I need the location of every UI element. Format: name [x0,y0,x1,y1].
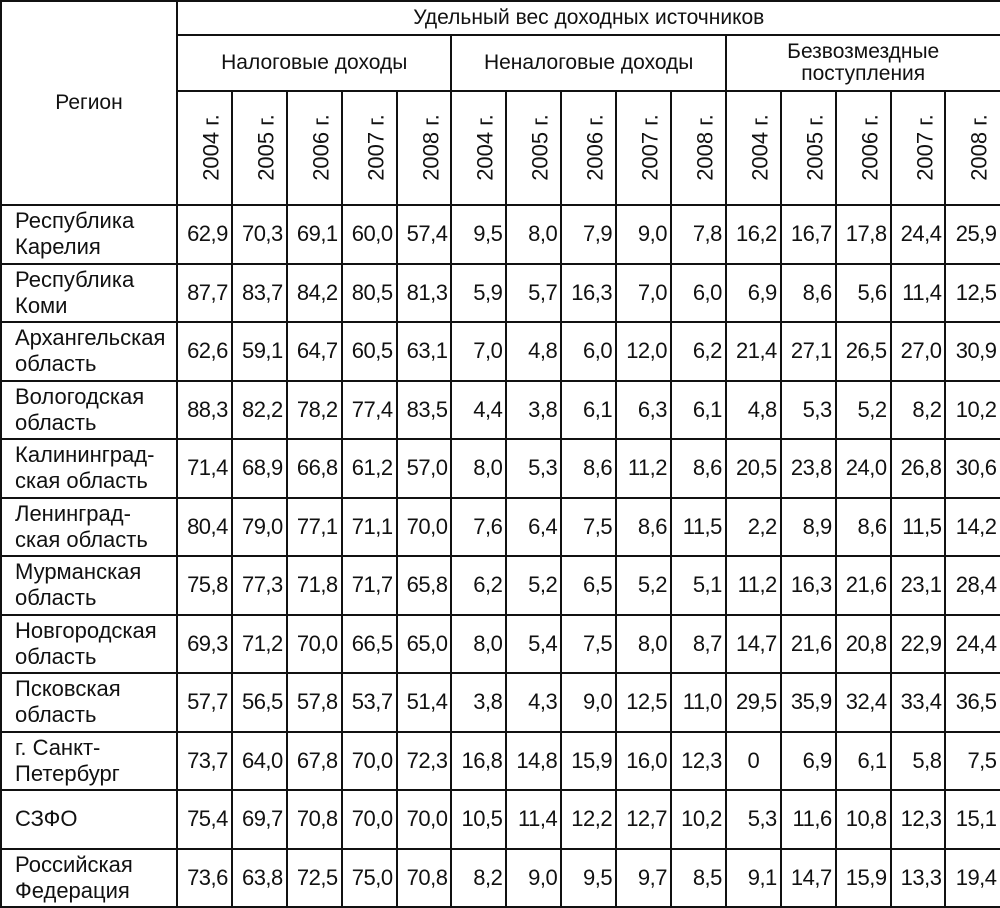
value-cell: 5,2 [616,556,671,615]
region-cell: Ленинград- ская область [1,498,177,557]
value-cell: 7,0 [451,322,506,381]
value-cell: 6,3 [616,381,671,440]
value-cell: 70,0 [397,498,452,557]
value-cell: 0 [726,732,781,791]
main-header: Удельный вес доходных источников [177,1,1000,35]
year-label: 2007 г. [637,114,663,181]
table-row [1,439,1000,498]
value-cell: 87,7 [177,264,232,323]
year-header [891,91,946,205]
value-cell: 21,4 [726,322,781,381]
value-cell: 88,3 [177,381,232,440]
value-cell: 8,0 [506,205,561,264]
value-cell: 16,2 [726,205,781,264]
value-cell: 16,3 [561,264,616,323]
value-cell: 16,0 [616,732,671,791]
value-cell: 32,4 [836,673,891,732]
value-cell: 16,7 [781,205,836,264]
year-label: 2004 г. [747,114,773,181]
value-cell: 9,7 [616,849,671,908]
value-cell: 57,4 [397,205,452,264]
value-cell: 70,0 [342,790,397,849]
value-cell: 36,5 [945,673,1000,732]
value-cell: 11,6 [781,790,836,849]
value-cell: 71,4 [177,439,232,498]
year-label: 2008 г. [418,114,444,181]
value-cell: 78,2 [287,381,342,440]
value-cell: 5,2 [506,556,561,615]
value-cell: 8,6 [616,498,671,557]
value-cell: 12,5 [616,673,671,732]
value-cell: 80,5 [342,264,397,323]
year-header [561,91,616,205]
value-cell: 25,9 [945,205,1000,264]
value-cell: 70,0 [397,790,452,849]
region-cell: Новгородская область [1,615,177,674]
value-cell: 30,6 [945,439,1000,498]
value-cell: 62,6 [177,322,232,381]
value-cell: 8,0 [616,615,671,674]
value-cell: 15,9 [836,849,891,908]
value-cell: 11,5 [671,498,726,557]
value-cell: 16,3 [781,556,836,615]
value-cell: 70,0 [287,615,342,674]
value-cell: 8,5 [671,849,726,908]
value-cell: 21,6 [836,556,891,615]
year-header [671,91,726,205]
value-cell: 71,2 [232,615,287,674]
value-cell: 19,4 [945,849,1000,908]
year-header [451,91,506,205]
value-cell: 6,2 [671,322,726,381]
value-cell: 27,1 [781,322,836,381]
year-label: 2004 г. [473,114,499,181]
value-cell: 23,8 [781,439,836,498]
year-header [726,91,781,205]
value-cell: 84,2 [287,264,342,323]
value-cell: 14,8 [506,732,561,791]
value-cell: 15,9 [561,732,616,791]
value-cell: 27,0 [891,322,946,381]
value-cell: 33,4 [891,673,946,732]
year-header [342,91,397,205]
value-cell: 5,4 [506,615,561,674]
value-cell: 63,8 [232,849,287,908]
region-cell: г. Санкт- Петербург [1,732,177,791]
value-cell: 71,7 [342,556,397,615]
value-cell: 9,0 [561,673,616,732]
value-cell: 22,9 [891,615,946,674]
value-cell: 57,7 [177,673,232,732]
value-cell: 80,4 [177,498,232,557]
value-cell: 65,8 [397,556,452,615]
value-cell: 8,0 [451,615,506,674]
value-cell: 77,4 [342,381,397,440]
value-cell: 10,8 [836,790,891,849]
value-cell: 75,0 [342,849,397,908]
value-cell: 12,7 [616,790,671,849]
value-cell: 12,5 [945,264,1000,323]
value-cell: 5,6 [836,264,891,323]
value-cell: 71,1 [342,498,397,557]
year-label: 2006 г. [857,114,883,181]
value-cell: 11,2 [726,556,781,615]
year-label: 2006 г. [582,114,608,181]
value-cell: 4,3 [506,673,561,732]
value-cell: 75,8 [177,556,232,615]
value-cell: 53,7 [342,673,397,732]
value-cell: 7,5 [561,615,616,674]
value-cell: 65,0 [397,615,452,674]
table-row [1,498,1000,557]
value-cell: 8,6 [561,439,616,498]
value-cell: 6,1 [836,732,891,791]
year-header [287,91,342,205]
year-label: 2006 г. [308,114,334,181]
value-cell: 12,2 [561,790,616,849]
value-cell: 10,2 [671,790,726,849]
value-cell: 30,9 [945,322,1000,381]
value-cell: 5,8 [891,732,946,791]
value-cell: 66,8 [287,439,342,498]
value-cell: 57,0 [397,439,452,498]
value-cell: 77,3 [232,556,287,615]
value-cell: 11,2 [616,439,671,498]
value-cell: 60,5 [342,322,397,381]
year-header [506,91,561,205]
value-cell: 68,9 [232,439,287,498]
value-cell: 8,9 [781,498,836,557]
value-cell: 59,1 [232,322,287,381]
value-cell: 15,1 [945,790,1000,849]
value-cell: 28,4 [945,556,1000,615]
value-cell: 20,5 [726,439,781,498]
region-header: Регион [1,1,177,205]
table-row [1,673,1000,732]
value-cell: 12,0 [616,322,671,381]
region-cell: Псковская область [1,673,177,732]
region-cell: Российская Федерация [1,849,177,908]
value-cell: 4,8 [506,322,561,381]
value-cell: 9,1 [726,849,781,908]
value-cell: 83,7 [232,264,287,323]
value-cell: 14,2 [945,498,1000,557]
value-cell: 3,8 [451,673,506,732]
value-cell: 26,5 [836,322,891,381]
value-cell: 83,5 [397,381,452,440]
year-label: 2005 г. [802,114,828,181]
year-header [616,91,671,205]
table-row [1,381,1000,440]
region-cell: Республика Коми [1,264,177,323]
year-header [781,91,836,205]
value-cell: 75,4 [177,790,232,849]
value-cell: 8,6 [671,439,726,498]
value-cell: 77,1 [287,498,342,557]
value-cell: 6,9 [781,732,836,791]
value-cell: 72,5 [287,849,342,908]
value-cell: 5,3 [726,790,781,849]
value-cell: 60,0 [342,205,397,264]
table-row [1,556,1000,615]
table-row [1,205,1000,264]
value-cell: 5,3 [781,381,836,440]
region-cell: Республика Карелия [1,205,177,264]
value-cell: 5,3 [506,439,561,498]
region-cell: Архангельская область [1,322,177,381]
value-cell: 81,3 [397,264,452,323]
value-cell: 79,0 [232,498,287,557]
value-cell: 29,5 [726,673,781,732]
value-cell: 12,3 [671,732,726,791]
value-cell: 11,5 [891,498,946,557]
table-row [1,615,1000,674]
value-cell: 14,7 [781,849,836,908]
value-cell: 71,8 [287,556,342,615]
value-cell: 24,4 [945,615,1000,674]
year-header [177,91,232,205]
value-cell: 8,7 [671,615,726,674]
table-row [1,264,1000,323]
year-header [945,91,1000,205]
value-cell: 9,5 [451,205,506,264]
value-cell: 11,4 [506,790,561,849]
value-cell: 16,8 [451,732,506,791]
year-label: 2008 г. [967,114,993,181]
region-cell: СЗФО [1,790,177,849]
year-label: 2004 г. [198,114,224,181]
value-cell: 73,6 [177,849,232,908]
value-cell: 7,6 [451,498,506,557]
value-cell: 35,9 [781,673,836,732]
table-row [1,849,1000,908]
value-cell: 5,7 [506,264,561,323]
value-cell: 70,3 [232,205,287,264]
value-cell: 73,7 [177,732,232,791]
value-cell: 13,3 [891,849,946,908]
year-label: 2005 г. [253,114,279,181]
value-cell: 7,9 [561,205,616,264]
value-cell: 7,8 [671,205,726,264]
value-cell: 7,5 [561,498,616,557]
value-cell: 6,0 [671,264,726,323]
value-cell: 3,8 [506,381,561,440]
value-cell: 5,2 [836,381,891,440]
value-cell: 69,1 [287,205,342,264]
table-row [1,732,1000,791]
value-cell: 6,9 [726,264,781,323]
value-cell: 2,2 [726,498,781,557]
value-cell: 5,9 [451,264,506,323]
value-cell: 10,2 [945,381,1000,440]
year-label: 2005 г. [528,114,554,181]
year-label: 2008 г. [692,114,718,181]
group-header-grants: Безвозмездные поступления [726,35,1000,91]
value-cell: 61,2 [342,439,397,498]
table-row [1,790,1000,849]
value-cell: 14,7 [726,615,781,674]
value-cell: 9,0 [506,849,561,908]
value-cell: 56,5 [232,673,287,732]
value-cell: 7,0 [616,264,671,323]
value-cell: 4,8 [726,381,781,440]
year-header [232,91,287,205]
value-cell: 8,6 [781,264,836,323]
value-cell: 6,1 [671,381,726,440]
value-cell: 23,1 [891,556,946,615]
value-cell: 8,2 [451,849,506,908]
value-cell: 7,5 [945,732,1000,791]
value-cell: 57,8 [287,673,342,732]
value-cell: 9,5 [561,849,616,908]
value-cell: 26,8 [891,439,946,498]
value-cell: 63,1 [397,322,452,381]
year-header [397,91,452,205]
value-cell: 62,9 [177,205,232,264]
region-cell: Вологодская область [1,381,177,440]
value-cell: 69,7 [232,790,287,849]
year-label: 2007 г. [363,114,389,181]
value-cell: 6,2 [451,556,506,615]
value-cell: 6,5 [561,556,616,615]
value-cell: 6,1 [561,381,616,440]
value-cell: 64,0 [232,732,287,791]
value-cell: 20,8 [836,615,891,674]
value-cell: 4,4 [451,381,506,440]
value-cell: 70,8 [287,790,342,849]
value-cell: 24,0 [836,439,891,498]
value-cell: 67,8 [287,732,342,791]
value-cell: 6,0 [561,322,616,381]
value-cell: 11,0 [671,673,726,732]
year-header [836,91,891,205]
value-cell: 6,4 [506,498,561,557]
group-header-nontax: Неналоговые доходы [451,35,725,91]
value-cell: 11,4 [891,264,946,323]
value-cell: 70,0 [342,732,397,791]
value-cell: 21,6 [781,615,836,674]
table-row [1,322,1000,381]
value-cell: 8,2 [891,381,946,440]
group-header-tax: Налоговые доходы [177,35,451,91]
value-cell: 12,3 [891,790,946,849]
value-cell: 64,7 [287,322,342,381]
value-cell: 72,3 [397,732,452,791]
value-cell: 9,0 [616,205,671,264]
value-cell: 51,4 [397,673,452,732]
value-cell: 69,3 [177,615,232,674]
value-cell: 8,0 [451,439,506,498]
year-label: 2007 г. [912,114,938,181]
value-cell: 5,1 [671,556,726,615]
value-cell: 17,8 [836,205,891,264]
region-cell: Калининград- ская область [1,439,177,498]
region-cell: Мурманская область [1,556,177,615]
value-cell: 70,8 [397,849,452,908]
value-cell: 66,5 [342,615,397,674]
value-cell: 8,6 [836,498,891,557]
value-cell: 10,5 [451,790,506,849]
value-cell: 24,4 [891,205,946,264]
value-cell: 82,2 [232,381,287,440]
